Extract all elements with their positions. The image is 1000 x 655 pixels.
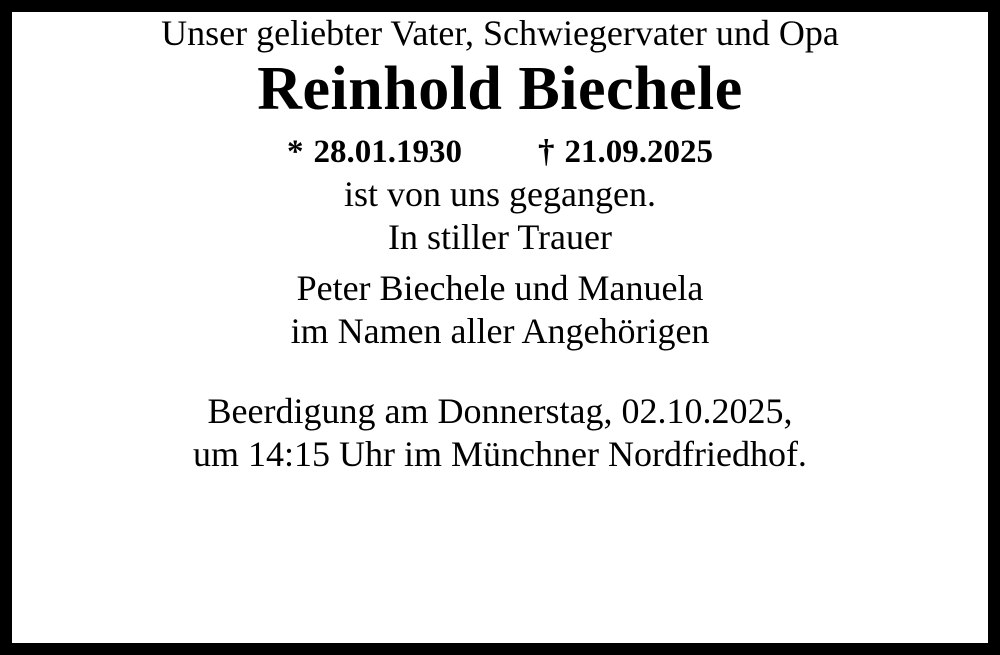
funeral-line-1: Beerdigung am Donnerstag, 02.10.2025, xyxy=(207,391,793,432)
birth-date-value: 28.01.1930 xyxy=(313,134,462,171)
death-date xyxy=(538,133,713,173)
mourning-line: In stiller Trauer xyxy=(388,217,612,258)
funeral-block xyxy=(12,390,988,475)
deceased-name: Reinhold Biechele xyxy=(257,55,743,124)
funeral-line-2: um 14:15 Uhr im Münchner Nordfriedhof. xyxy=(193,433,807,474)
farewell-line: ist von uns gegangen. xyxy=(344,173,656,214)
obituary-content xyxy=(12,12,988,643)
death-cross-icon: † xyxy=(538,134,555,171)
family-line-2: im Namen aller Angehörigen xyxy=(290,310,710,351)
birth-date xyxy=(287,133,462,173)
family-block xyxy=(12,267,988,352)
family-line-1: Peter Biechele und Manuela xyxy=(296,268,704,309)
death-date-value: 21.09.2025 xyxy=(564,134,713,171)
intro-line: Unser geliebter Vater, Schwiegervater und Opa xyxy=(161,13,839,53)
life-dates-row xyxy=(12,133,988,173)
birth-star-icon: * xyxy=(287,134,304,171)
